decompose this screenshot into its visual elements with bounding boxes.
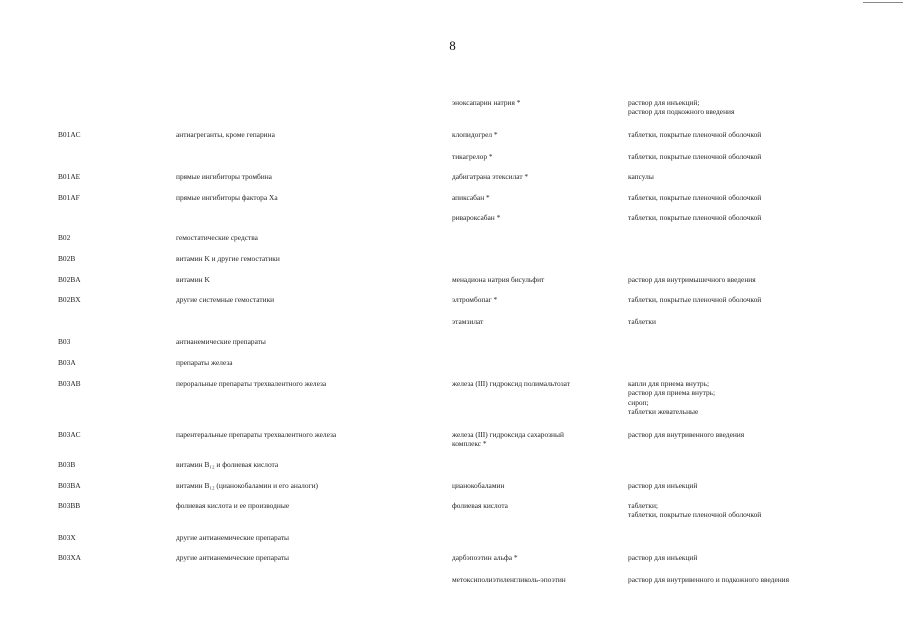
- dosage-form: раствор для инъекций: [628, 481, 698, 490]
- drug-name: дабигатрана этексилат *: [452, 172, 529, 181]
- atc-code: B02B: [58, 254, 76, 263]
- drug-name: клопидогрел *: [452, 130, 498, 139]
- dosage-form: капсулы: [628, 172, 654, 181]
- anatomical-therapeutic-group: витамин K и другие гемостатики: [176, 254, 280, 263]
- atc-code: B03BB: [58, 501, 81, 510]
- atc-code: B03XA: [58, 553, 81, 562]
- dosage-form: таблетки: [628, 317, 656, 326]
- drug-name: дарбэпоэтин альфа *: [452, 553, 518, 562]
- anatomical-therapeutic-group: витамин B₁₂ и фолиевая кислота: [176, 460, 279, 469]
- drug-name: фолиевая кислота: [452, 501, 508, 510]
- drug-name: эноксапарин натрия *: [452, 98, 521, 107]
- drug-name: элтромбопаг *: [452, 295, 498, 304]
- atc-code: B03AC: [58, 430, 81, 439]
- drug-name: менадиона натрия бисульфит: [452, 275, 545, 284]
- anatomical-therapeutic-group: препараты железа: [176, 358, 233, 367]
- dosage-form: раствор для внутривенного введения: [628, 430, 745, 439]
- anatomical-therapeutic-group: антианемические препараты: [176, 337, 266, 346]
- atc-code: B03AB: [58, 379, 81, 388]
- atc-code: B03B: [58, 460, 76, 469]
- anatomical-therapeutic-group: прямые ингибиторы фактора Xa: [176, 193, 278, 202]
- drug-name: этамзилат: [452, 317, 484, 326]
- page-number: 8: [449, 38, 456, 53]
- drug-name: цианокобаламин: [452, 481, 505, 490]
- dosage-form: таблетки, покрытые пленочной оболочкой: [628, 130, 762, 139]
- drug-name: железа (III) гидроксида сахарозный комплекс *: [452, 430, 564, 449]
- drug-name: метоксиполиэтиленгликоль-эпоэтин: [452, 575, 566, 584]
- dosage-form: раствор для внутримышечного введения: [628, 275, 756, 284]
- anatomical-therapeutic-group: витамин B₁₂ (цианокобаламин и его аналоги): [176, 481, 319, 490]
- atc-code: B01AE: [58, 172, 81, 181]
- drug-name: ривароксабан *: [452, 213, 501, 222]
- atc-code: B03BA: [58, 481, 81, 490]
- drug-name: тикагрелор *: [452, 152, 493, 161]
- atc-code: B03X: [58, 533, 76, 542]
- dosage-form: раствор для инъекций: [628, 553, 698, 562]
- atc-code: B01AF: [58, 193, 80, 202]
- dosage-form: капли для приема внутрь; раствор для приема внутрь; сироп; таблетки жевательные: [628, 379, 716, 417]
- atc-code: B03: [58, 337, 71, 346]
- anatomical-therapeutic-group: витамин K: [176, 275, 210, 284]
- dosage-form: раствор для внутривенного и подкожного введения: [628, 575, 790, 584]
- dosage-form: таблетки, покрытые пленочной оболочкой: [628, 295, 762, 304]
- anatomical-therapeutic-group: прямые ингибиторы тромбина: [176, 172, 272, 181]
- dosage-form: таблетки; таблетки, покрытые пленочной оболочкой: [628, 501, 762, 520]
- anatomical-therapeutic-group: фолиевая кислота и ее производные: [176, 501, 290, 510]
- anatomical-therapeutic-group: антиагреганты, кроме гепарина: [176, 130, 275, 139]
- dosage-form: таблетки, покрытые пленочной оболочкой: [628, 213, 762, 222]
- atc-code: B02BA: [58, 275, 81, 284]
- anatomical-therapeutic-group: другие системные гемостатики: [176, 295, 275, 304]
- drug-name: апиксабан *: [452, 193, 490, 202]
- anatomical-therapeutic-group: другие антианемические препараты: [176, 533, 290, 542]
- dosage-form: раствор для инъекций; раствор для подкожного введения: [628, 98, 735, 117]
- anatomical-therapeutic-group: парентеральные препараты трехвалентного железа: [176, 430, 337, 439]
- anatomical-therapeutic-group: другие антианемические препараты: [176, 553, 290, 562]
- atc-code: B02: [58, 233, 71, 242]
- dosage-form: таблетки, покрытые пленочной оболочкой: [628, 152, 762, 161]
- atc-code: B02BX: [58, 295, 81, 304]
- anatomical-therapeutic-group: гемостатические средства: [176, 233, 258, 242]
- atc-code: B03A: [58, 358, 76, 367]
- anatomical-therapeutic-group: пероральные препараты трехвалентного железа: [176, 379, 327, 388]
- drug-name: железа (III) гидроксид полимальтозат: [452, 379, 570, 388]
- dosage-form: таблетки, покрытые пленочной оболочкой: [628, 193, 762, 202]
- atc-code: B01AC: [58, 130, 81, 139]
